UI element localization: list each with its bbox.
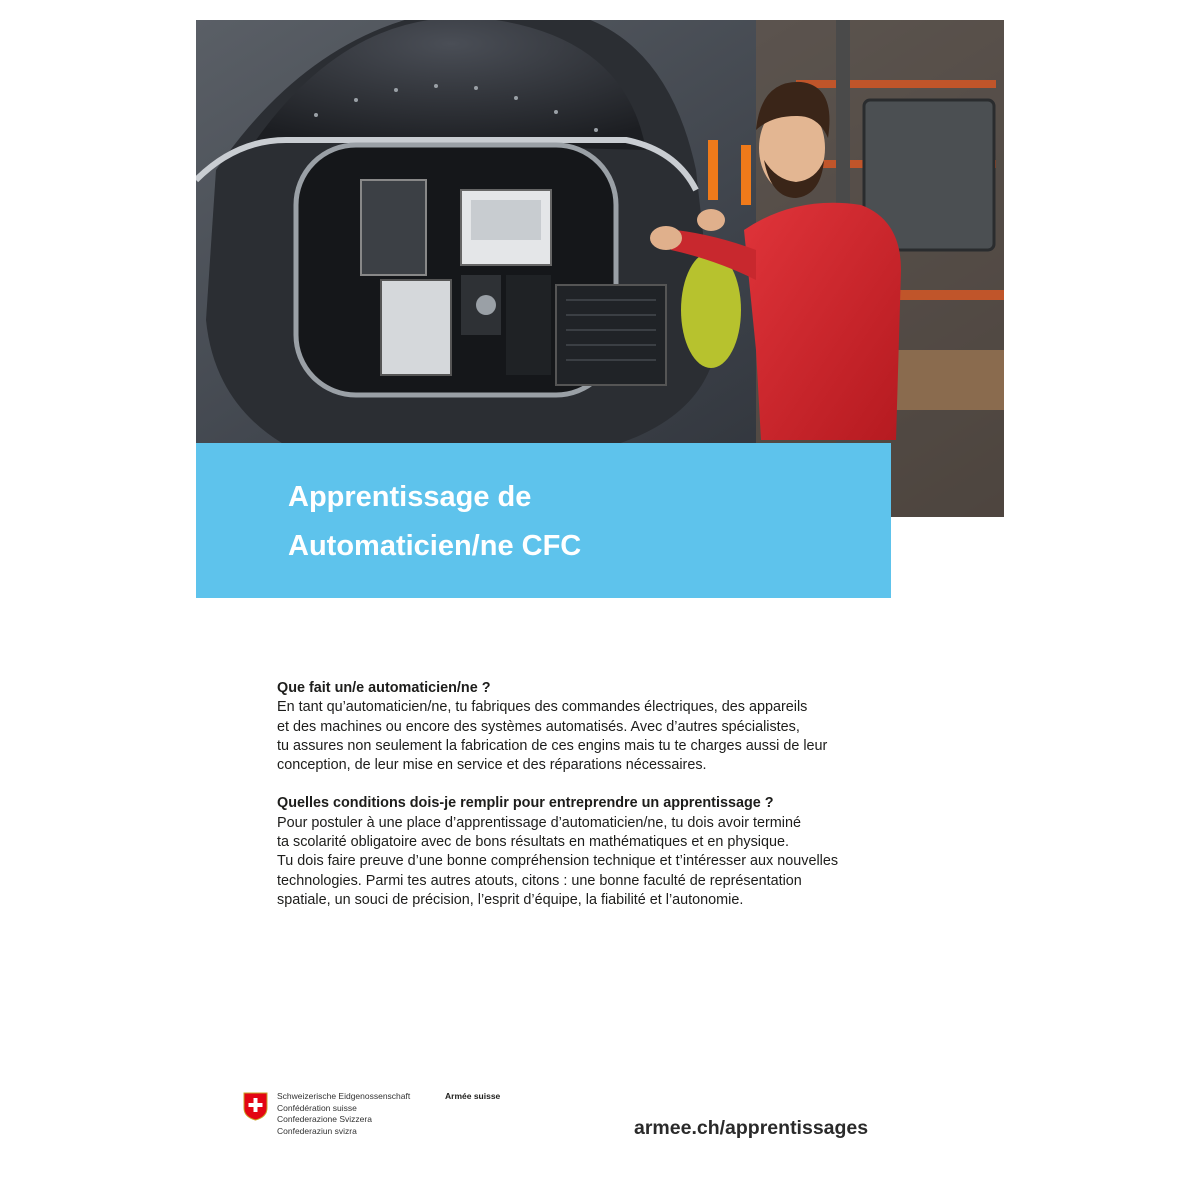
section-what bbox=[277, 679, 897, 775]
confederation-name: Confederazione Svizzera bbox=[277, 1114, 372, 1124]
section-paragraph bbox=[277, 698, 897, 775]
paragraph-line: Pour postuler à une place d’apprentissage d’automaticien/ne, tu dois avoir terminé bbox=[277, 814, 801, 831]
title-band bbox=[196, 443, 891, 598]
paragraph-line: tu assures non seulement la fabrication de ces engins mais tu te charges aussi de leur bbox=[277, 737, 828, 754]
confederation-name: Schweizerische Eidgenossenschaft bbox=[277, 1091, 411, 1101]
section-heading: Quelles conditions dois-je remplir pour entreprendre un apprentissage ? bbox=[277, 795, 774, 812]
paragraph-line: spatiale, un souci de précision, l’esprit d’équipe, la fiabilité et l’autonomie. bbox=[277, 891, 744, 908]
section-heading: Que fait un/e automaticien/ne ? bbox=[277, 680, 491, 696]
paragraph-line: ta scolarité obligatoire avec de bons résultats en mathématiques et en physique. bbox=[277, 834, 789, 851]
paragraph-line: conception, de leur mise en service et des réparations nécessaires. bbox=[277, 757, 707, 774]
title-line-1: Apprentissage de bbox=[288, 481, 532, 513]
paragraph-line: technologies. Parmi tes autres atouts, citons : une bonne faculté de représentation bbox=[277, 872, 802, 889]
website-link[interactable]: armee.ch/apprentissages bbox=[634, 1117, 869, 1139]
confederation-names bbox=[277, 1091, 410, 1137]
confederation-name: Confédération suisse bbox=[277, 1102, 357, 1113]
department-name: Armée suisse bbox=[445, 1091, 501, 1101]
confederation-logo bbox=[243, 1091, 543, 1151]
paragraph-line: En tant qu’automaticien/ne, tu fabriques des commandes électriques, des appareils bbox=[277, 699, 808, 716]
section-conditions bbox=[277, 794, 897, 910]
page-title bbox=[288, 473, 581, 571]
body-text bbox=[277, 679, 897, 910]
title-line-2: Automaticien/ne CFC bbox=[288, 530, 582, 562]
paragraph-line: et des machines ou encore des systèmes automatisés. Avec d’autres spécialistes, bbox=[277, 718, 800, 735]
paragraph-line: Tu dois faire preuve d’une bonne compréhension technique et t’intéresser aux nouvelles bbox=[277, 853, 839, 870]
section-paragraph bbox=[277, 814, 897, 910]
confederation-name: Confederaziun svizra bbox=[277, 1125, 357, 1136]
swiss-cross-shield-icon bbox=[243, 1092, 268, 1121]
